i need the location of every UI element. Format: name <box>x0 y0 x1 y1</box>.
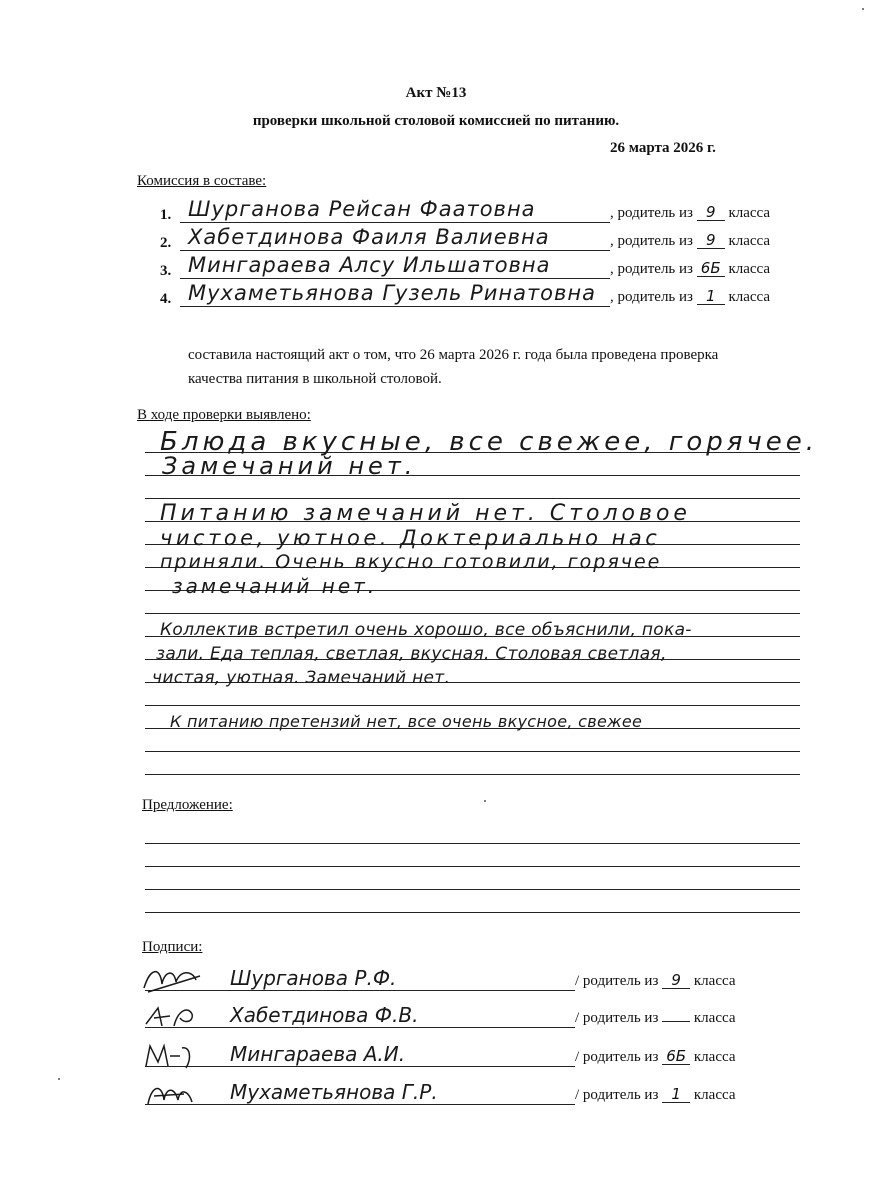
writing-line <box>145 912 800 913</box>
writing-line <box>145 843 800 844</box>
grade-value: 9 <box>697 204 725 221</box>
signatory-name: Мингараева А.И. <box>230 1042 406 1066</box>
finding-text: приняли. Очень вкусно готовили, горячее <box>160 551 662 573</box>
member-number: 1. <box>160 207 172 223</box>
document-title: Акт №13 <box>405 85 467 101</box>
name-line <box>180 278 610 279</box>
signatory-name: Мухаметьянова Г.Р. <box>230 1080 438 1104</box>
parent-of-label: , родитель из <box>610 261 693 277</box>
finding-text: зали. Еда теплая, светлая, вкусная. Столовая светлая, <box>156 644 667 664</box>
parent-of-label: , родитель из <box>610 233 693 249</box>
parent-of-label: , родитель из <box>610 205 693 221</box>
document-date: 26 марта 2026 г. <box>610 140 716 156</box>
signature-mark <box>140 1038 210 1072</box>
member-suffix <box>610 232 770 250</box>
writing-line <box>145 498 800 499</box>
document-subtitle: проверки школьной столовой комиссией по питанию. <box>252 113 620 129</box>
writing-line <box>145 613 800 614</box>
signature-mark <box>140 962 210 996</box>
class-label: класса <box>693 1010 736 1026</box>
grade-value: 1 <box>697 288 725 305</box>
name-line <box>180 306 610 307</box>
finding-text: Замечаний нет. <box>162 452 417 480</box>
signature-suffix <box>575 972 735 990</box>
signature-suffix <box>575 1009 735 1027</box>
class-label: класса <box>728 289 771 305</box>
writing-line <box>145 751 800 752</box>
statement-line-1: составила настоящий акт о том, что 26 марта 2026 г. года была проведена проверка <box>188 347 719 363</box>
writing-line <box>145 889 800 890</box>
grade-value: 6Б <box>662 1048 690 1065</box>
scan-speck <box>484 800 486 802</box>
commission-heading: Комиссия в составе: <box>137 173 267 189</box>
grade-value: 1 <box>662 1086 690 1103</box>
member-suffix <box>610 288 770 306</box>
parent-of-label: , родитель из <box>610 289 693 305</box>
signature-mark <box>140 1000 210 1034</box>
findings-heading: В ходе проверки выявлено: <box>137 407 311 423</box>
grade-value: 9 <box>662 972 690 989</box>
finding-text: Блюда вкусные, все свежее, горячее. <box>160 427 819 457</box>
signatory-name: Шурганова Р.Ф. <box>230 966 397 990</box>
member-name-handwritten: Мингараева Алсу Ильшатовна <box>188 253 551 277</box>
statement-line-2: качества питания в школьной столовой. <box>188 371 442 387</box>
member-name-handwritten: Хабетдинова Фаиля Валиевна <box>188 225 550 249</box>
signatures-heading: Подписи: <box>142 939 203 955</box>
parent-of-label: / родитель из <box>575 973 659 989</box>
proposal-heading: Предложение: <box>142 797 233 813</box>
member-number: 3. <box>160 263 172 279</box>
class-label: класса <box>728 205 771 221</box>
scan-speck <box>862 8 864 10</box>
parent-of-label: / родитель из <box>575 1010 659 1026</box>
finding-text: К питанию претензий нет, все очень вкусное, свежее <box>170 712 643 731</box>
name-line <box>180 250 610 251</box>
finding-text: замечаний нет. <box>172 574 378 598</box>
grade-value: 6Б <box>697 260 725 277</box>
finding-text: чистое, уютное. Доктериально нас <box>160 526 661 550</box>
writing-line <box>145 774 800 775</box>
grade-value: 9 <box>697 232 725 249</box>
class-label: класса <box>728 261 771 277</box>
class-label: класса <box>693 1049 736 1065</box>
grade-value <box>662 1021 690 1022</box>
scan-speck <box>58 1078 60 1080</box>
member-number: 4. <box>160 291 172 307</box>
class-label: класса <box>693 1087 736 1103</box>
parent-of-label: / родитель из <box>575 1049 659 1065</box>
signature-suffix <box>575 1048 735 1066</box>
class-label: класса <box>728 233 771 249</box>
signatory-name: Хабетдинова Ф.В. <box>230 1003 419 1027</box>
signature-suffix <box>575 1086 735 1104</box>
writing-line <box>145 866 800 867</box>
class-label: класса <box>693 973 736 989</box>
finding-text: чистая, уютная. Замечаний нет. <box>152 668 451 688</box>
member-suffix <box>610 260 770 278</box>
name-line <box>180 222 610 223</box>
writing-line <box>145 705 800 706</box>
member-name-handwritten: Шурганова Рейсан Фаатовна <box>188 197 536 221</box>
parent-of-label: / родитель из <box>575 1087 659 1103</box>
member-number: 2. <box>160 235 172 251</box>
signature-mark <box>140 1076 210 1110</box>
finding-text: Питанию замечаний нет. Столовое <box>160 501 691 526</box>
member-name-handwritten: Мухаметьянова Гузель Ринатовна <box>188 281 596 305</box>
finding-text: Коллектив встретил очень хорошо, все объяснили, пока- <box>160 620 692 640</box>
member-suffix <box>610 204 770 222</box>
